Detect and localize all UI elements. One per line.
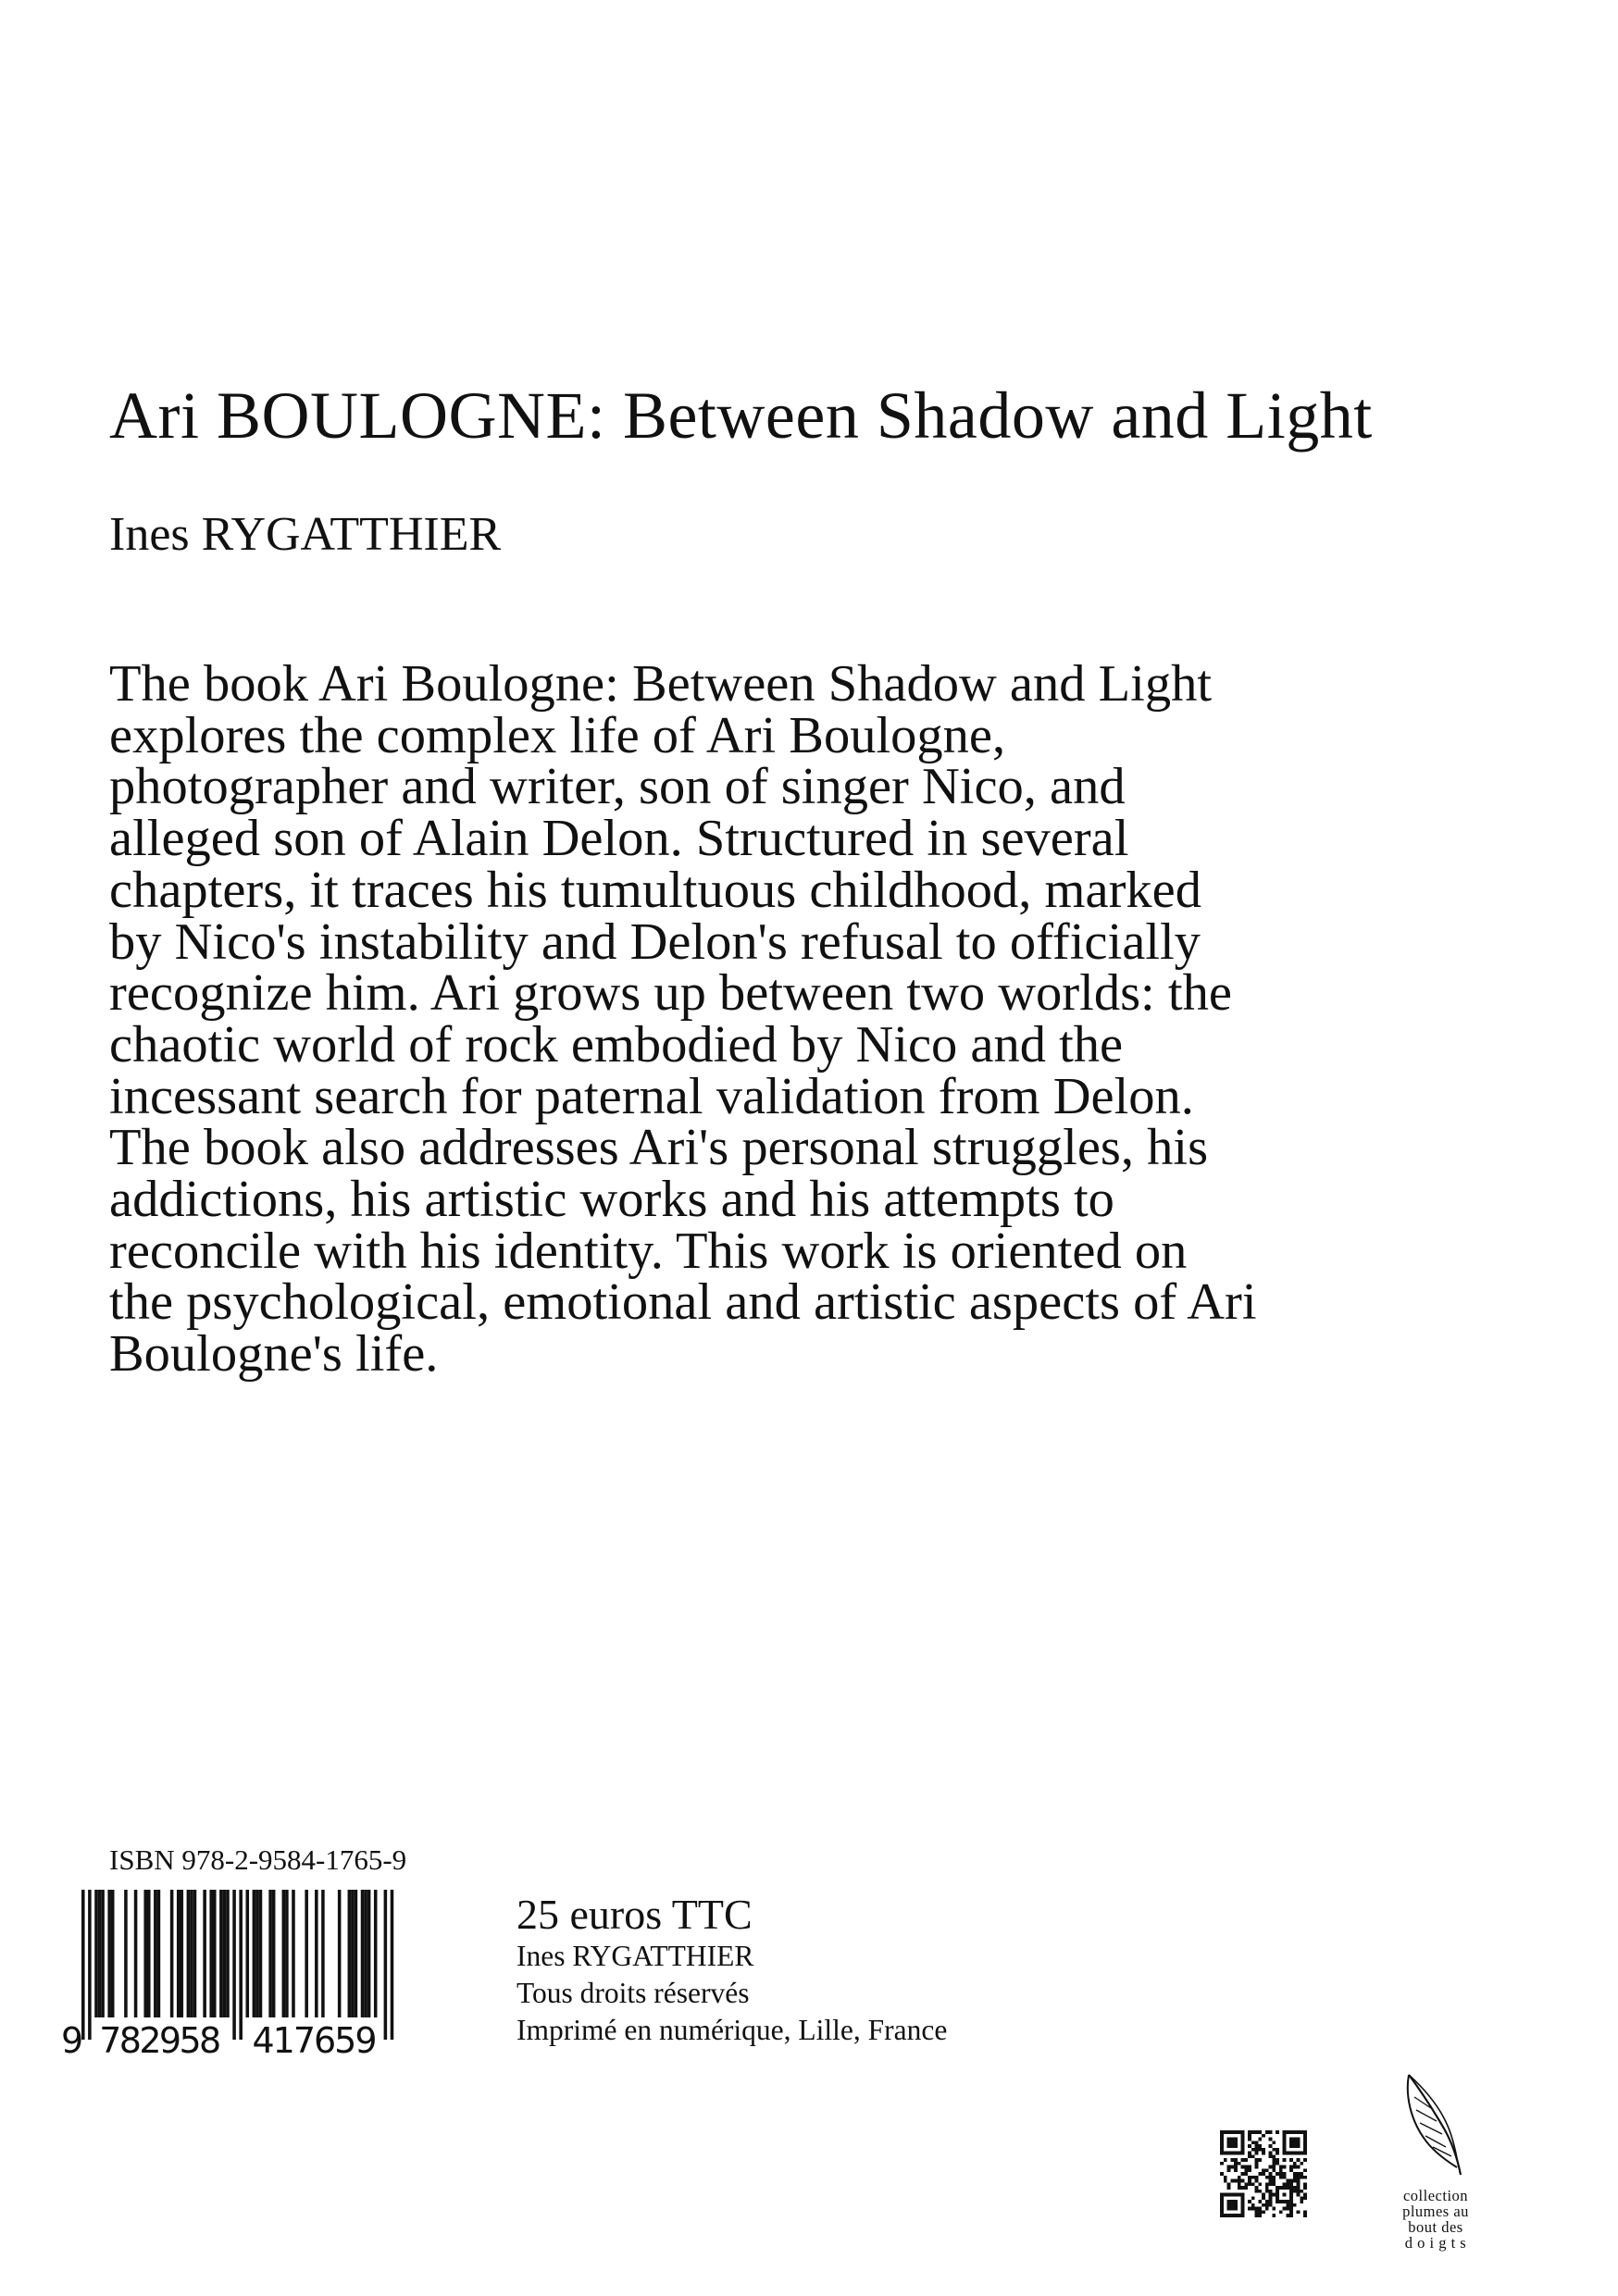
imprint-author: Ines RYGATTHIER — [517, 1940, 754, 1972]
collection-line: d o i g t s — [1404, 2234, 1467, 2252]
imprint-rights: Tous droits réservés — [517, 1977, 750, 2009]
barcode-bar — [282, 1890, 286, 2017]
barcode-bar — [134, 1890, 138, 2017]
barcode-bar — [209, 1890, 213, 2017]
barcode-bar — [321, 1890, 325, 2017]
barcode-bar — [223, 1890, 227, 2017]
barcode-bar — [193, 1890, 197, 2017]
barcode-bar — [253, 1890, 256, 2017]
barcode-bar — [170, 1890, 174, 2017]
barcode-digit-first: 9 — [61, 2020, 84, 2061]
barcode-bar — [213, 1890, 217, 2017]
barcode-bar — [147, 1890, 151, 2017]
barcode-bar — [272, 1890, 276, 2017]
barcode-bar — [338, 1890, 342, 2017]
barcode-digits-right: 417659 — [252, 2020, 378, 2061]
barcode-bar — [255, 1890, 259, 2017]
barcode-bar — [292, 1890, 295, 2017]
isbn-barcode — [61, 1886, 459, 2062]
barcode-bar — [107, 1890, 111, 2017]
book-title: Ari BOULOGNE: Between Shadow and Light — [109, 379, 1373, 453]
imprint-block — [517, 1938, 947, 2049]
barcode-bar — [177, 1890, 180, 2017]
barcode-bar — [348, 1890, 352, 2017]
barcode-bar — [268, 1890, 272, 2017]
barcode-guard-bar — [239, 1890, 243, 2040]
barcode-guard-bar — [88, 1890, 92, 2040]
collection-line: collection — [1402, 2187, 1469, 2204]
barcode-bar — [259, 1890, 263, 2017]
imprint-printed: Imprimé en numérique, Lille, France — [517, 2014, 948, 2046]
collection-name — [1396, 2188, 1475, 2251]
barcode-guard-bar — [391, 1890, 394, 2040]
barcode-bar — [124, 1890, 128, 2017]
barcode-guard-bar — [384, 1890, 388, 2040]
barcode-bar — [190, 1890, 193, 2017]
barcode-bar — [226, 1890, 230, 2017]
barcode-bar — [355, 1890, 358, 2017]
barcode-bar — [305, 1890, 308, 2017]
price: 25 euros TTC — [517, 1891, 753, 1938]
barcode-bar — [154, 1890, 157, 2017]
collection-logo — [1396, 2071, 1475, 2251]
book-synopsis: The book Ari Boulogne: Between Shadow and Light explores the complex life of Ari Boulogne, photographer and writer, son of singer Nico, and alleged son of Alain Delon. Structured in several chapters, it traces his tumultuous childhood, marked by Nico's instability and Delon's refusal to officially recognize him. Ari grows up between two worlds: the chaotic world of rock embodied by Nico and the incessant search for paternal validation from Delon. The book also addresses Ari's personal struggles, his addictions, his artistic works and his attempts to reconcile with his identity. This work is oriented on the psychological, emotional and artistic aspects of Ari Boulogne's life. — [109, 655, 1257, 1384]
barcode-bar — [180, 1890, 184, 2017]
barcode-bar — [94, 1890, 98, 2017]
collection-line: bout des — [1408, 2218, 1463, 2236]
barcode-guard-bar — [232, 1890, 236, 2040]
barcode-bar — [351, 1890, 355, 2017]
barcode-bar — [315, 1890, 318, 2017]
barcode-bar — [285, 1890, 289, 2017]
barcode-bar — [374, 1890, 378, 2017]
barcode-bar — [98, 1890, 102, 2017]
isbn-label: ISBN 978-2-9584-1765-9 — [109, 1843, 407, 1876]
barcode-bar — [361, 1890, 365, 2017]
qr-code-icon[interactable] — [1220, 2130, 1307, 2217]
feather-icon — [1403, 2071, 1468, 2182]
barcode-bar — [187, 1890, 191, 2017]
barcode-bar — [203, 1890, 206, 2017]
barcode-bar — [246, 1890, 250, 2017]
barcode-bar — [219, 1890, 223, 2017]
barcode-bar — [367, 1890, 371, 2017]
barcode-bar — [101, 1890, 105, 2017]
book-author: Ines RYGATTHIER — [109, 508, 502, 561]
barcode-bar — [143, 1890, 147, 2017]
barcode-digits-left: 782958 — [99, 2020, 222, 2061]
barcode-bar — [364, 1890, 367, 2017]
barcode-bar — [111, 1890, 115, 2017]
barcode-bar — [157, 1890, 161, 2017]
collection-line: plumes au — [1402, 2203, 1469, 2220]
barcode-guard-bar — [81, 1890, 85, 2040]
